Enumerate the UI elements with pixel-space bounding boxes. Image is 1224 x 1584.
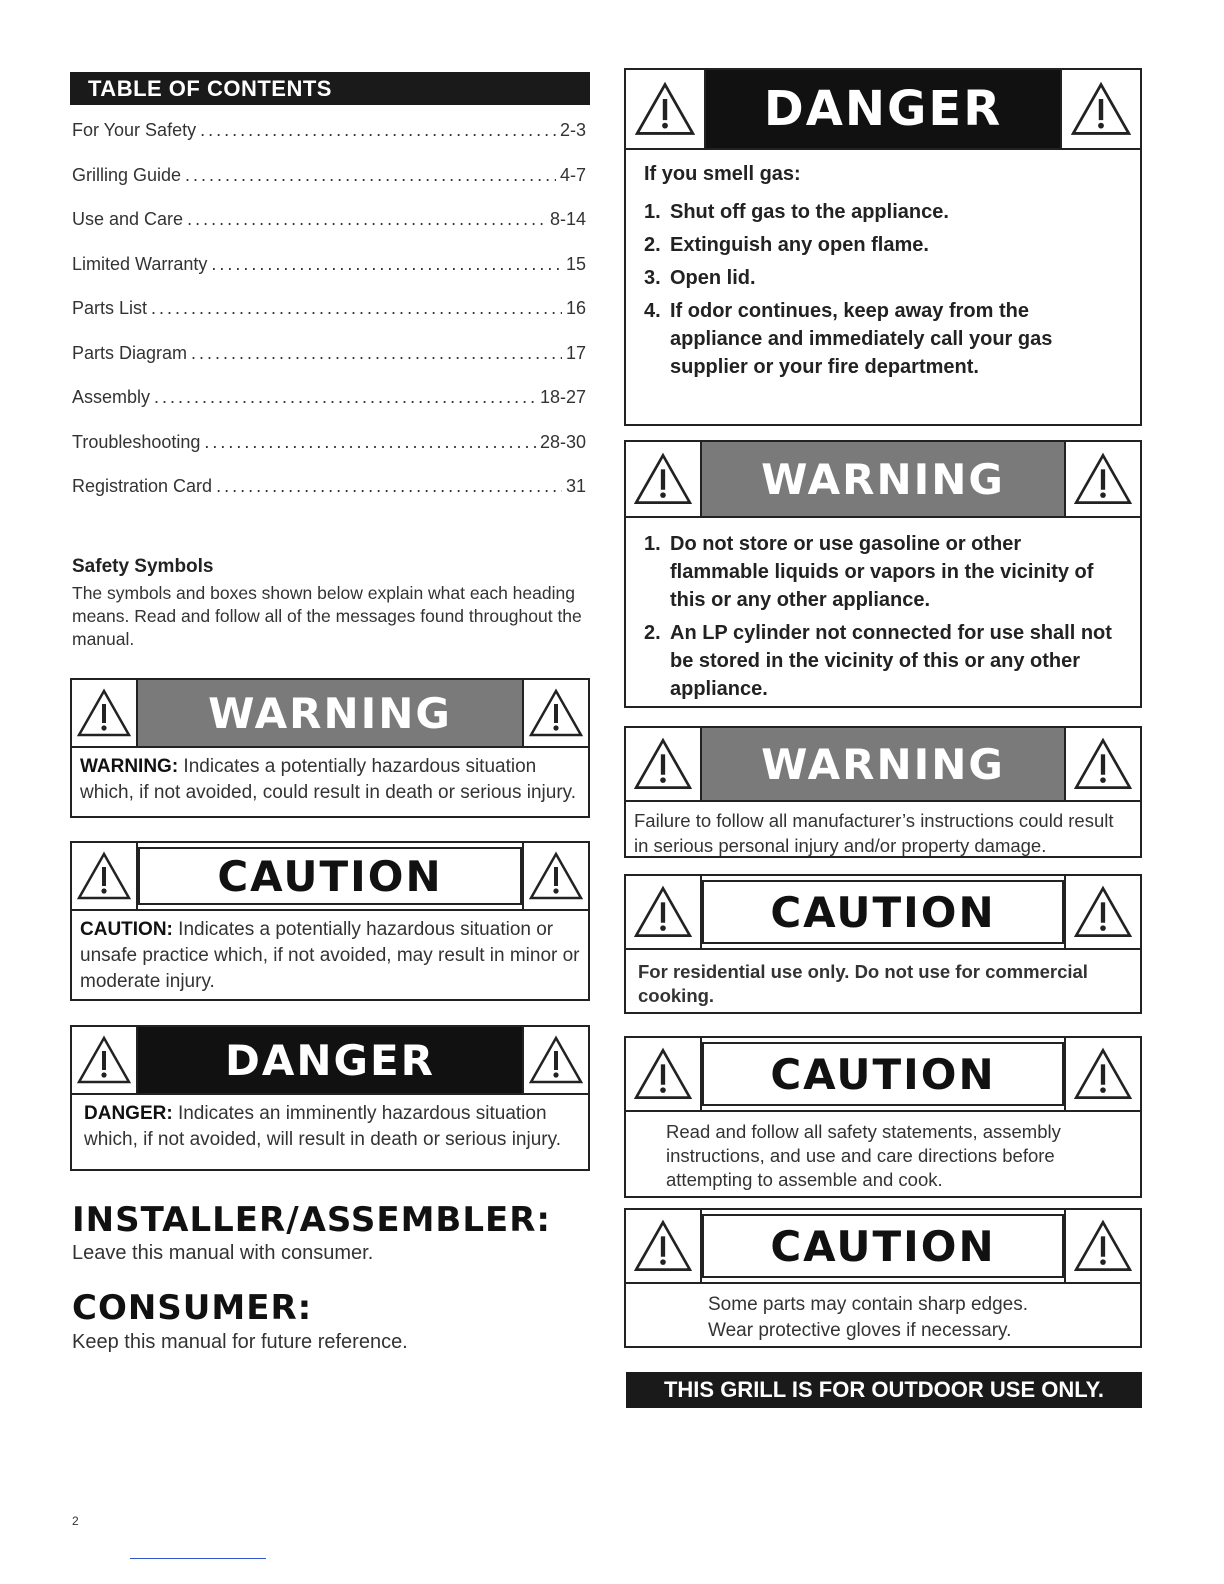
caution-triangle-icon xyxy=(1064,1210,1140,1282)
consumer-heading: CONSUMER: xyxy=(72,1288,313,1328)
warning-bar xyxy=(626,728,1140,802)
list-item xyxy=(644,619,1122,703)
toc-entry[interactable] xyxy=(72,387,586,432)
caution-word: CAUTION xyxy=(702,1042,1064,1106)
danger-word: DANGER xyxy=(706,70,1060,148)
caution-text: Indicates a potentially hazardous situation or unsafe practice which, if not avoided, may result in minor or moderate injury. xyxy=(80,919,580,992)
caution-bar xyxy=(72,843,588,911)
toc-entry[interactable] xyxy=(72,432,586,477)
toc-entry-title: For Your Safety xyxy=(72,120,197,140)
warning-word: WARNING xyxy=(138,680,522,746)
list-number: 1. xyxy=(644,201,661,223)
list-item xyxy=(644,530,1122,614)
page-number: 2 xyxy=(72,1514,79,1528)
caution-edges-text xyxy=(626,1284,1140,1344)
warning-definition-box xyxy=(70,678,590,818)
list-item xyxy=(644,198,1122,226)
danger-triangle-icon xyxy=(1060,70,1140,148)
warning-triangle-icon xyxy=(72,680,138,746)
toc-header: TABLE OF CONTENTS xyxy=(70,72,590,105)
toc-entry[interactable] xyxy=(72,254,586,299)
danger-triangle-icon xyxy=(72,1027,138,1093)
warning-instructions-text: Failure to follow all manufacturer’s instructions could result in serious personal injury and/or property damage. xyxy=(634,810,1114,856)
toc-entry-page: 2-3 xyxy=(559,120,586,140)
list-item xyxy=(644,231,1122,259)
danger-text: Indicates an imminently hazardous situation which, if not avoided, will result in death or serious injury. xyxy=(84,1103,561,1150)
toc-entry-title: Parts Diagram xyxy=(72,342,188,363)
caution-read-box xyxy=(624,1036,1142,1198)
toc-entry-page: 17 xyxy=(565,342,586,363)
list-text: Extinguish any open flame. xyxy=(670,234,929,256)
warning-word: WARNING xyxy=(702,442,1064,516)
caution-triangle-icon xyxy=(522,843,588,909)
caution-edges-box xyxy=(624,1208,1142,1348)
toc-entry-title: Grilling Guide xyxy=(72,164,182,185)
caution-definition-box xyxy=(70,841,590,1001)
toc-entry-page: 8-14 xyxy=(549,209,586,229)
danger-label: DANGER: xyxy=(84,1103,173,1124)
toc-entry-page: 15 xyxy=(565,253,586,274)
safety-symbols-title: Safety Symbols xyxy=(72,556,214,577)
danger-word: DANGER xyxy=(138,1027,522,1093)
danger-triangle-icon xyxy=(626,70,706,148)
outdoor-use-banner: THIS GRILL IS FOR OUTDOOR USE ONLY. xyxy=(626,1372,1142,1408)
warning-triangle-icon xyxy=(1064,728,1140,800)
installer-heading: INSTALLER/ASSEMBLER: xyxy=(72,1200,552,1240)
caution-triangle-icon xyxy=(626,876,702,948)
toc-entry[interactable] xyxy=(72,298,586,343)
list-text: Shut off gas to the appliance. xyxy=(670,201,949,223)
list-number: 4. xyxy=(644,300,661,322)
toc-entry[interactable] xyxy=(72,120,586,165)
caution-bar xyxy=(626,1038,1140,1112)
warning-instructions-box xyxy=(624,726,1142,858)
danger-bar xyxy=(72,1027,588,1095)
toc-entry[interactable] xyxy=(72,476,586,521)
toc-entry-title: Assembly xyxy=(72,387,151,407)
warning-triangle-icon xyxy=(1064,442,1140,516)
toc-entry-page: 4-7 xyxy=(559,164,586,185)
list-text: Open lid. xyxy=(670,267,756,289)
caution-edges-line: Some parts may contain sharp edges. xyxy=(708,1294,1029,1315)
list-number: 1. xyxy=(644,533,661,555)
caution-definition xyxy=(72,911,588,1001)
caution-triangle-icon xyxy=(1064,876,1140,948)
caution-triangle-icon xyxy=(1064,1038,1140,1110)
list-number: 2. xyxy=(644,234,661,256)
caution-word: CAUTION xyxy=(702,1214,1064,1278)
warning-triangle-icon xyxy=(626,442,702,516)
footer-rule xyxy=(130,1558,266,1559)
caution-triangle-icon xyxy=(626,1038,702,1110)
caution-word: CAUTION xyxy=(138,847,522,905)
warning-bar xyxy=(626,442,1140,518)
toc-entry-title: Use and Care xyxy=(72,209,184,229)
toc-entry-title: Troubleshooting xyxy=(72,431,201,452)
toc-entry-title: Registration Card xyxy=(72,476,213,496)
warning-word: WARNING xyxy=(702,728,1064,800)
caution-read-text: Read and follow all safety statements, assembly instructions, and use and care directions before attempting to assemble and cook. xyxy=(666,1121,1061,1190)
toc-entry[interactable] xyxy=(72,209,586,254)
installer-text: Leave this manual with consumer. xyxy=(72,1242,374,1264)
danger-definition xyxy=(72,1095,588,1159)
warning-bar xyxy=(72,680,588,748)
caution-word: CAUTION xyxy=(702,880,1064,944)
warning-gasoline-box xyxy=(624,440,1142,708)
toc-list xyxy=(72,120,586,521)
toc-entry-page: 28-30 xyxy=(539,431,586,452)
list-text: An LP cylinder not connected for use shall not be stored in the vicinity of this or any other appliance. xyxy=(670,622,1112,700)
warning-triangle-icon xyxy=(522,680,588,746)
danger-gas-lead: If you smell gas: xyxy=(644,163,801,185)
danger-gas-instructions xyxy=(626,150,1140,396)
warning-text: Indicates a potentially hazardous situation which, if not avoided, could result in death or serious injury. xyxy=(80,756,577,803)
caution-bar xyxy=(626,876,1140,950)
caution-triangle-icon xyxy=(626,1210,702,1282)
caution-label: CAUTION: xyxy=(80,919,173,940)
toc-entry-page: 31 xyxy=(565,476,586,496)
toc-entry-title: Limited Warranty xyxy=(72,253,208,274)
caution-edges-line: Wear protective gloves if necessary. xyxy=(708,1320,1012,1341)
danger-bar xyxy=(626,70,1140,150)
toc-entry-title: Parts List xyxy=(72,298,148,318)
caution-residential-box xyxy=(624,874,1142,1014)
caution-triangle-icon xyxy=(72,843,138,909)
caution-bar xyxy=(626,1210,1140,1284)
list-item xyxy=(644,264,1122,292)
toc-entry-page: 16 xyxy=(565,298,586,318)
danger-triangle-icon xyxy=(522,1027,588,1093)
warning-label: WARNING: xyxy=(80,756,179,777)
list-number: 2. xyxy=(644,622,661,644)
list-text: Do not store or use gasoline or other flammable liquids or vapors in the vicinity of this or any other appliance. xyxy=(670,533,1094,611)
danger-definition-box xyxy=(70,1025,590,1171)
safety-symbols-body: The symbols and boxes shown below explain what each heading means. Read and follow all of the messages found throughout the manual. xyxy=(72,583,582,649)
caution-residential-text: For residential use only. Do not use for commercial cooking. xyxy=(638,961,1088,1006)
toc-entry-page: 18-27 xyxy=(539,387,586,407)
warning-definition xyxy=(72,748,588,812)
toc-entry[interactable] xyxy=(72,165,586,210)
warning-triangle-icon xyxy=(626,728,702,800)
danger-gas-box xyxy=(624,68,1142,426)
warning-gasoline-instructions xyxy=(626,518,1140,718)
list-item xyxy=(644,297,1122,381)
consumer-text: Keep this manual for future reference. xyxy=(72,1331,408,1353)
toc-entry[interactable] xyxy=(72,343,586,388)
list-number: 3. xyxy=(644,267,661,289)
list-text: If odor continues, keep away from the appliance and immediately call your gas supplier or your fire department. xyxy=(670,300,1053,378)
